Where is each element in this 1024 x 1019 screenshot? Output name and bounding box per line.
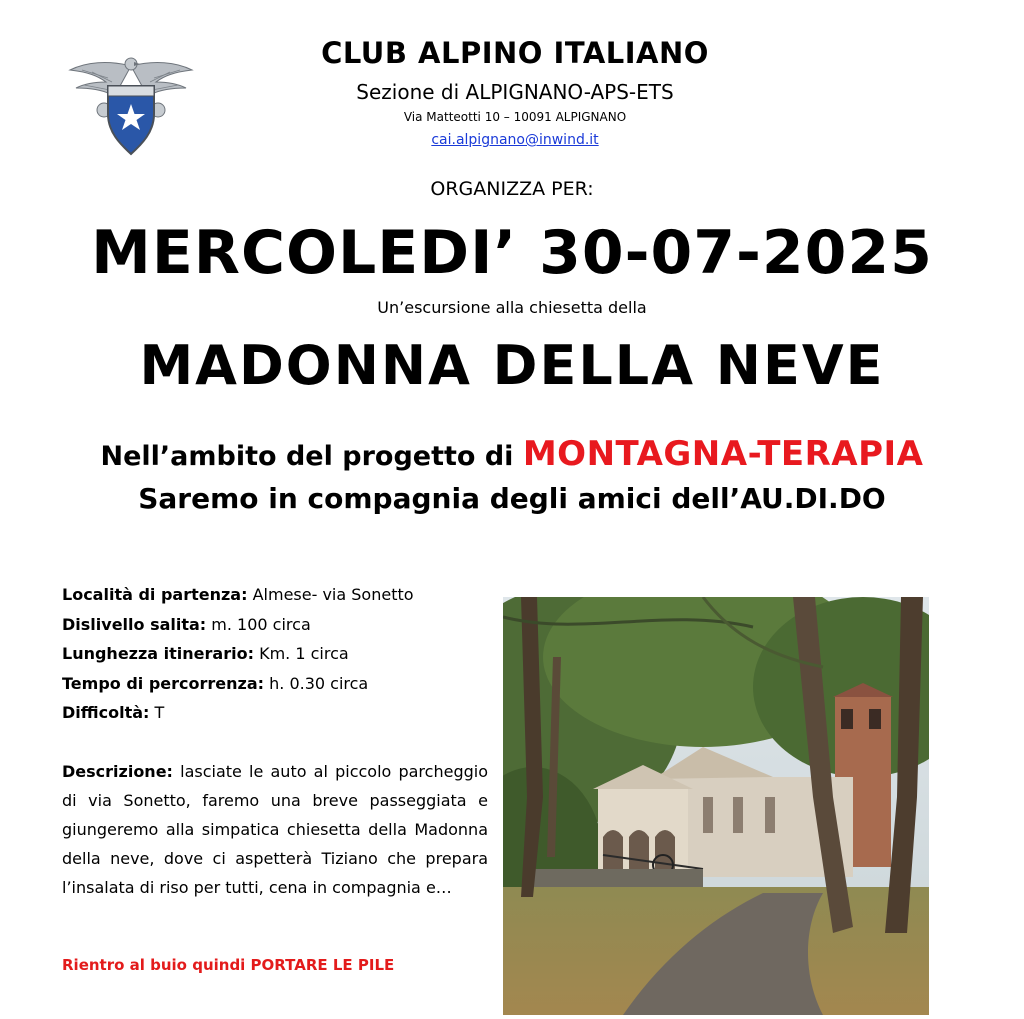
detail-label: Dislivello salita: <box>62 614 207 634</box>
detail-label: Tempo di percorrenza: <box>62 673 265 693</box>
church-photo <box>503 597 929 1015</box>
email-link[interactable]: cai.alpignano@inwind.it <box>431 132 599 148</box>
detail-row <box>62 580 492 610</box>
description <box>62 757 488 902</box>
club-title: CLUB ALPINO ITALIANO <box>321 36 709 70</box>
address: Via Matteotti 10 – 10091 ALPIGNANO <box>403 110 627 124</box>
project-prefix: Nell’ambito del progetto di <box>100 441 523 472</box>
project-line <box>0 434 1024 474</box>
company-line: Saremo in compagnia degli amici dell’AU.DI.DO <box>138 482 886 515</box>
return-note: Rientro al buio quindi PORTARE LE PILE <box>62 956 395 974</box>
detail-label: Difficoltà: <box>62 703 150 722</box>
detail-label: Località di partenza: <box>62 585 248 604</box>
organizza-label: ORGANIZZA PER: <box>430 178 594 200</box>
detail-row <box>62 669 492 699</box>
detail-row <box>62 639 492 669</box>
detail-value: m. 100 circa <box>211 614 311 634</box>
event-destination: MADONNA DELLA NEVE <box>139 334 885 397</box>
detail-value: h. 0.30 circa <box>269 673 369 693</box>
trip-details <box>62 580 492 728</box>
detail-row <box>62 698 492 728</box>
description-label: Descrizione: <box>62 762 173 781</box>
detail-label: Lunghezza itinerario: <box>62 644 254 663</box>
event-intro: Un’escursione alla chiesetta della <box>377 298 647 317</box>
event-date: MERCOLEDI’ 30-07-2025 <box>91 218 933 288</box>
description-text: lasciate le auto al piccolo parcheggio di via Sonetto, faremo una breve passeggiata e giungeremo alla simpatica chiesetta della Madonna della neve, dove ci aspetterà Tiziano che prepara l’insalata di riso per tutti, cena in compagnia e… <box>62 762 488 897</box>
detail-value: Almese- via Sonetto <box>252 585 414 604</box>
cai-logo <box>68 52 194 158</box>
section-name: Sezione di ALPIGNANO-APS-ETS <box>356 80 674 104</box>
detail-value: T <box>154 703 165 722</box>
detail-value: Km. 1 circa <box>259 644 349 663</box>
detail-row <box>62 610 492 640</box>
project-name: MONTAGNA-TERAPIA <box>522 434 924 474</box>
